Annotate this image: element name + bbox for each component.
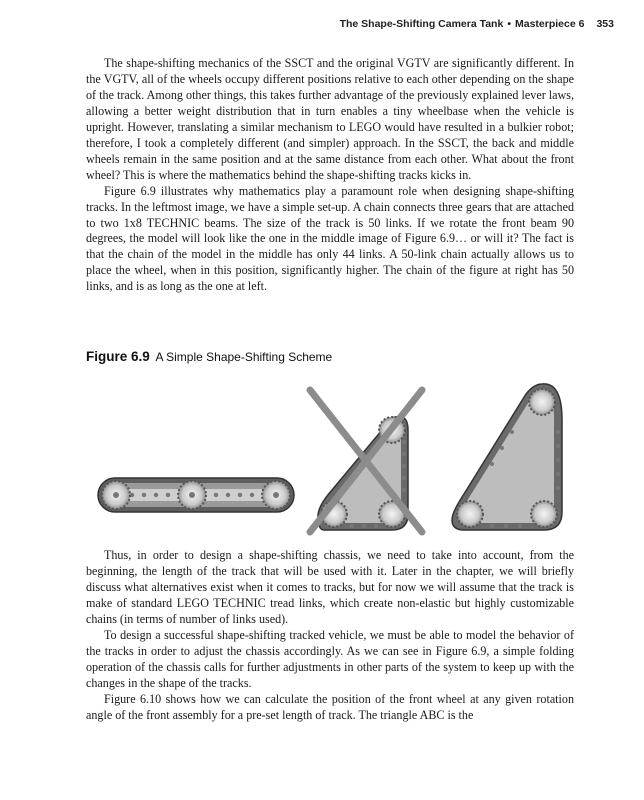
book-title: Masterpiece 6 bbox=[515, 18, 585, 30]
chapter-title: The Shape-Shifting Camera Tank bbox=[339, 18, 504, 30]
flat-track-model bbox=[98, 478, 294, 512]
paragraph: To design a successful shape-shifting tracked vehicle, we must be able to model the behavior of the tracks in order to adjust the chassis accordingly. As we can see in Figure 6.9, a simple folding operation of the chassis calls for further adjustments in other parts of the system to keep up with the changes in the shape of the tracks. bbox=[86, 627, 574, 690]
figure-title: A Simple Shape-Shifting Scheme bbox=[155, 350, 333, 364]
header-bullet: • bbox=[507, 18, 511, 30]
paragraph: Thus, in order to design a shape-shifting chassis, we need to take into account, from the beginning, the length of the track that will be used with it. Later in the chapter, we will briefly discuss what alternatives exist when it comes to tracks, but for now we will assume that the track is make of standard LEGO TECHNIC tread links, which create non-elastic but highly customizable chains (in terms of number of links used). bbox=[86, 548, 574, 626]
paragraph: Figure 6.10 shows how we can calculate the position of the front wheel at any given rotation angle of the front assembly for a pre-set length of track. The triangle ABC is the bbox=[86, 691, 574, 722]
page-number: 353 bbox=[596, 18, 614, 30]
folded-track-model-44-links bbox=[310, 390, 422, 532]
folded-track-model-50-links bbox=[452, 384, 562, 530]
body-text-bottom bbox=[86, 548, 574, 723]
paragraph: Figure 6.9 illustrates why mathematics play a paramount role when designing shape-shifting tracks. In the leftmost image, we have a simple set-up. A chain connects three gears that are attached to two 1x8 TECHNIC beams. The size of the track is 50 links. If we rotate the front beam 90 degrees, the model will look like the one in the middle image of Figure 6.9… or will it? The fact is that the chain of the model in the middle has only 44 links. A 50-link chain actually allows us to place the wheel, when in this position, significantly higher. The chain of the figure at right has 50 links, and is as long as the one at left. bbox=[86, 183, 574, 294]
running-header bbox=[340, 18, 614, 30]
shape-shifting-illustration bbox=[92, 372, 582, 536]
figure-image bbox=[92, 372, 582, 536]
figure-label: Figure 6.9 bbox=[86, 349, 150, 364]
body-text-top bbox=[86, 56, 574, 295]
figure-caption bbox=[86, 349, 332, 364]
paragraph: The shape-shifting mechanics of the SSCT and the original VGTV are significantly different. In the VGTV, all of the wheels occupy different positions relative to each other depending on the shape of the track. Among other things, this takes further advantage of the previously explained lever laws, allowing a better weight distribution that in turn enables a tiny wheelbase when the vehicle is upright. However, translating a similar mechanism to LEGO would have resulted in a bulkier robot; therefore, I took a completely different (and simpler) approach. In the SSCT, the back and middle wheels remain in the same position and at the same distance from each other. What about the front wheel? This is where the mathematics behind the shape-shifting tracks kicks in. bbox=[86, 56, 574, 182]
